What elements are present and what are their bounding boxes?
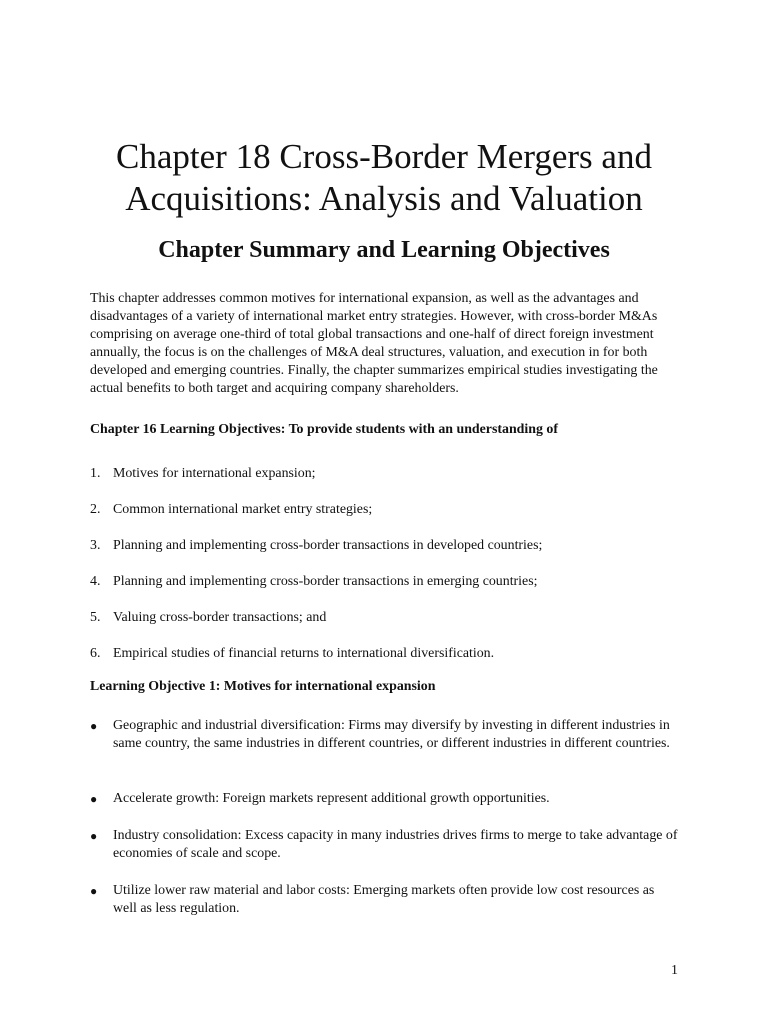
objective-text: Motives for international expansion; <box>113 466 316 481</box>
objective-item <box>90 537 690 555</box>
list-item <box>90 717 680 753</box>
chapter-subtitle: Chapter Summary and Learning Objectives <box>158 237 610 263</box>
objective-item <box>90 609 690 627</box>
bullet-text: Industry consolidation: Excess capacity in many industries drives firms to merge to take advantage of economies of scale and scope. <box>113 828 678 861</box>
objective-number: 4. <box>90 574 101 589</box>
list-item <box>90 882 680 918</box>
bullet-icon: ● <box>90 884 98 898</box>
objective-text: Common international market entry strategies; <box>113 502 373 517</box>
bullet-text: Utilize lower raw material and labor costs: Emerging markets often provide low cost resources as well as less regulation. <box>113 883 655 916</box>
objective-text: Valuing cross-border transactions; and <box>113 610 327 625</box>
objective-item <box>90 645 690 663</box>
objective-number: 1. <box>90 466 101 481</box>
chapter-summary-paragraph: This chapter addresses common motives for international expansion, as well as the advantages and disadvantages of a variety of international market entry strategies. However, with cross-border M&As comprising on average one-third of total global transactions and one-half of direct foreign investment annually, the focus is on the challenges of M&A deal structures, valuation, and execution in for both developed and emerging countries. Finally, the chapter summarizes empirical studies investigating the actual benefits to both target and acquiring company shareholders. <box>90 291 658 396</box>
list-item <box>90 827 680 863</box>
learning-objective-1-heading: Learning Objective 1: Motives for international expansion <box>90 679 436 694</box>
chapter-title: Chapter 18 Cross-Border Mergers and Acquisitions: Analysis and Valuation <box>116 137 652 218</box>
objective-item <box>90 501 690 519</box>
objective-text: Empirical studies of financial returns to international diversification. <box>113 646 495 661</box>
objective-text: Planning and implementing cross-border transactions in developed countries; <box>113 538 543 553</box>
objective-number: 6. <box>90 646 101 661</box>
bullet-icon: ● <box>90 829 98 843</box>
bullet-icon: ● <box>90 792 98 806</box>
objective-number: 5. <box>90 610 101 625</box>
bullet-text: Geographic and industrial diversification: Firms may diversify by investing in different industries in same country, the same industries in different countries, or different industries in different countries. <box>113 718 670 751</box>
bullet-icon: ● <box>90 719 98 733</box>
objective-number: 3. <box>90 538 101 553</box>
bullet-text: Accelerate growth: Foreign markets represent additional growth opportunities. <box>113 791 550 806</box>
page-number: 1 <box>671 963 678 978</box>
objective-text: Planning and implementing cross-border transactions in emerging countries; <box>113 574 538 589</box>
learning-objectives-heading: Chapter 16 Learning Objectives: To provide students with an understanding of <box>90 422 558 437</box>
objective-item <box>90 573 690 591</box>
objective-item <box>90 465 690 483</box>
objective-number: 2. <box>90 502 101 517</box>
list-item <box>90 790 680 808</box>
